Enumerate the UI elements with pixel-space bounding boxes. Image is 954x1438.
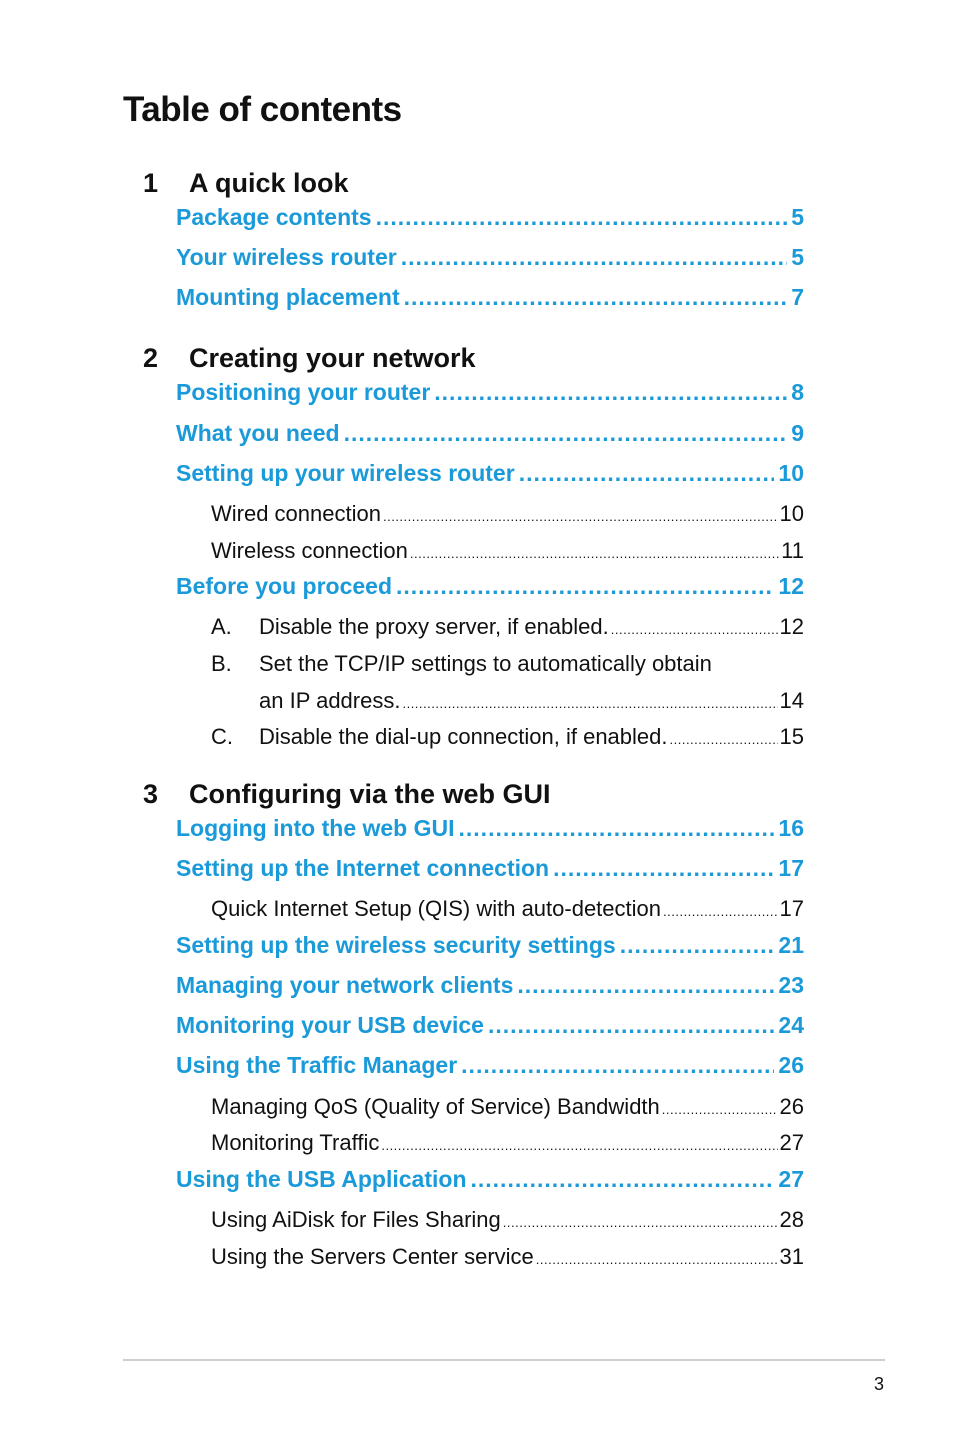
dot-leader bbox=[553, 855, 774, 882]
toc-entry-what-you-need[interactable] bbox=[176, 420, 804, 447]
toc-entry-traffic-manager[interactable] bbox=[176, 1052, 804, 1079]
toc-entry-page: 23 bbox=[778, 972, 804, 998]
toc-entry-label: Logging into the web GUI bbox=[176, 815, 455, 841]
toc-entry-page: 27 bbox=[779, 1130, 804, 1155]
toc-entry-page: 9 bbox=[791, 420, 804, 446]
toc-entry-page: 28 bbox=[779, 1207, 804, 1232]
page-title: Table of contents bbox=[123, 90, 402, 129]
toc-entry-page: 7 bbox=[791, 284, 804, 310]
toc-entry-page: 27 bbox=[778, 1166, 804, 1192]
toc-subentry-aidisk[interactable] bbox=[211, 1207, 804, 1233]
toc-entry-page: 16 bbox=[778, 815, 804, 841]
dot-leader bbox=[396, 573, 774, 600]
dot-leader bbox=[663, 904, 778, 919]
chapter-heading-1 bbox=[143, 168, 349, 199]
toc-entry-label: Setting up your wireless router bbox=[176, 460, 515, 486]
dot-leader bbox=[536, 1252, 778, 1267]
dot-leader bbox=[434, 379, 787, 406]
dot-leader bbox=[503, 1215, 778, 1230]
toc-entry-page: 17 bbox=[778, 855, 804, 881]
item-text: Disable the dial-up connection, if enabled. bbox=[259, 724, 668, 749]
toc-entry-label: Before you proceed bbox=[176, 573, 392, 599]
dot-leader bbox=[461, 1052, 774, 1079]
chapter-title: Creating your network bbox=[189, 343, 476, 373]
toc-entry-your-wireless-router[interactable] bbox=[176, 244, 804, 271]
toc-entry-page: 12 bbox=[778, 573, 804, 599]
toc-entry-page: 10 bbox=[779, 501, 804, 526]
page-number: 3 bbox=[874, 1374, 885, 1394]
toc-entry-before-you-proceed[interactable] bbox=[176, 573, 804, 600]
dot-leader bbox=[519, 460, 775, 487]
item-letter: A. bbox=[211, 614, 232, 639]
toc-entry-package-contents[interactable] bbox=[176, 204, 804, 231]
chapter-title: A quick look bbox=[189, 168, 349, 198]
dot-leader bbox=[471, 1166, 775, 1193]
toc-entry-label: Wired connection bbox=[211, 501, 381, 526]
toc-subentry-tcpip-line1[interactable] bbox=[211, 651, 712, 677]
toc-entry-label: Monitoring your USB device bbox=[176, 1012, 484, 1038]
toc-entry-label: What you need bbox=[176, 420, 340, 446]
dot-leader bbox=[376, 204, 788, 231]
toc-subentry-qos[interactable] bbox=[211, 1094, 804, 1120]
chapter-number: 2 bbox=[143, 343, 159, 373]
item-text: Set the TCP/IP settings to automatically obtain bbox=[259, 651, 712, 676]
toc-subentry-disable-proxy[interactable] bbox=[211, 614, 804, 640]
chapter-heading-2 bbox=[143, 343, 476, 374]
toc-entry-page: 5 bbox=[791, 204, 804, 230]
toc-entry-usb-device[interactable] bbox=[176, 1012, 804, 1039]
toc-entry-page: 11 bbox=[781, 538, 804, 563]
toc-subentry-servers-center[interactable] bbox=[211, 1244, 804, 1270]
item-letter: B. bbox=[211, 651, 232, 676]
chapter-number: 3 bbox=[143, 779, 159, 809]
toc-entry-label: Setting up the Internet connection bbox=[176, 855, 550, 881]
toc-entry-page: 26 bbox=[778, 1052, 804, 1078]
toc-entry-label: an IP address. bbox=[259, 688, 401, 713]
toc-subentry-disable-dialup[interactable] bbox=[211, 724, 804, 750]
toc-entry-logging-into-web-gui[interactable] bbox=[176, 815, 804, 842]
toc-entry-page: 24 bbox=[778, 1012, 804, 1038]
toc-entry-page: 17 bbox=[779, 896, 804, 921]
toc-subentry-monitoring-traffic[interactable] bbox=[211, 1130, 804, 1156]
chapter-heading-3 bbox=[143, 779, 551, 810]
dot-leader bbox=[401, 244, 788, 271]
dot-leader bbox=[488, 1012, 774, 1039]
dot-leader bbox=[410, 546, 779, 561]
dot-leader bbox=[611, 622, 778, 637]
toc-entry-page: 8 bbox=[791, 379, 804, 405]
chapter-title: Configuring via the web GUI bbox=[189, 779, 551, 809]
footer-divider bbox=[123, 1359, 885, 1361]
toc-subentry-qis[interactable] bbox=[211, 896, 804, 922]
dot-leader bbox=[381, 1138, 777, 1153]
toc-entry-page: 10 bbox=[778, 460, 804, 486]
toc-entry-label: Managing your network clients bbox=[176, 972, 514, 998]
toc-entry-label: Wireless connection bbox=[211, 538, 408, 563]
item-letter: C. bbox=[211, 724, 233, 749]
toc-entry-page: 15 bbox=[779, 724, 804, 749]
toc-entry-label: Quick Internet Setup (QIS) with auto-detection bbox=[211, 896, 662, 921]
toc-entry-network-clients[interactable] bbox=[176, 972, 804, 999]
dot-leader bbox=[402, 696, 777, 711]
toc-entry-label: Mounting placement bbox=[176, 284, 400, 310]
dot-leader bbox=[662, 1102, 778, 1117]
toc-entry-label: Using the USB Application bbox=[176, 1166, 467, 1192]
toc-entry-page: 5 bbox=[791, 244, 804, 270]
toc-entry-label: Package contents bbox=[176, 204, 372, 230]
dot-leader bbox=[459, 815, 775, 842]
toc-entry-page: 14 bbox=[779, 688, 804, 713]
toc-entry-usb-application[interactable] bbox=[176, 1166, 804, 1193]
toc-entry-setting-up-wireless-router[interactable] bbox=[176, 460, 804, 487]
toc-entry-label: Positioning your router bbox=[176, 379, 431, 405]
dot-leader bbox=[517, 972, 774, 999]
toc-entry-label: Your wireless router bbox=[176, 244, 397, 270]
toc-subentry-wireless-connection[interactable] bbox=[211, 538, 804, 564]
toc-subentry-tcpip-line2[interactable] bbox=[259, 688, 804, 714]
dot-leader bbox=[620, 932, 775, 959]
toc-entry-page: 12 bbox=[779, 614, 804, 639]
toc-entry-page: 31 bbox=[779, 1244, 804, 1269]
toc-entry-positioning-your-router[interactable] bbox=[176, 379, 804, 406]
chapter-number: 1 bbox=[143, 168, 159, 198]
dot-leader bbox=[404, 284, 788, 311]
toc-entry-label: Using AiDisk for Files Sharing bbox=[211, 1207, 501, 1232]
toc-entry-label: Managing QoS (Quality of Service) Bandwidth bbox=[211, 1094, 660, 1119]
toc-entry-page: 26 bbox=[779, 1094, 804, 1119]
toc-entry-label bbox=[211, 724, 668, 750]
toc-entry-internet-connection[interactable] bbox=[176, 855, 804, 882]
dot-leader bbox=[344, 420, 788, 447]
item-text: Disable the proxy server, if enabled. bbox=[259, 614, 609, 639]
dot-leader bbox=[670, 732, 778, 747]
toc-entry-page: 21 bbox=[778, 932, 804, 958]
toc-entry-label bbox=[211, 614, 609, 640]
toc-subentry-wired-connection[interactable] bbox=[211, 501, 804, 527]
dot-leader bbox=[383, 509, 778, 524]
toc-entry-label: Using the Traffic Manager bbox=[176, 1052, 458, 1078]
toc-entry-label: Monitoring Traffic bbox=[211, 1130, 380, 1155]
toc-entry-mounting-placement[interactable] bbox=[176, 284, 804, 311]
toc-entry-wireless-security[interactable] bbox=[176, 932, 804, 959]
toc-entry-label: Using the Servers Center service bbox=[211, 1244, 534, 1269]
toc-entry-label: Setting up the wireless security settings bbox=[176, 932, 616, 958]
